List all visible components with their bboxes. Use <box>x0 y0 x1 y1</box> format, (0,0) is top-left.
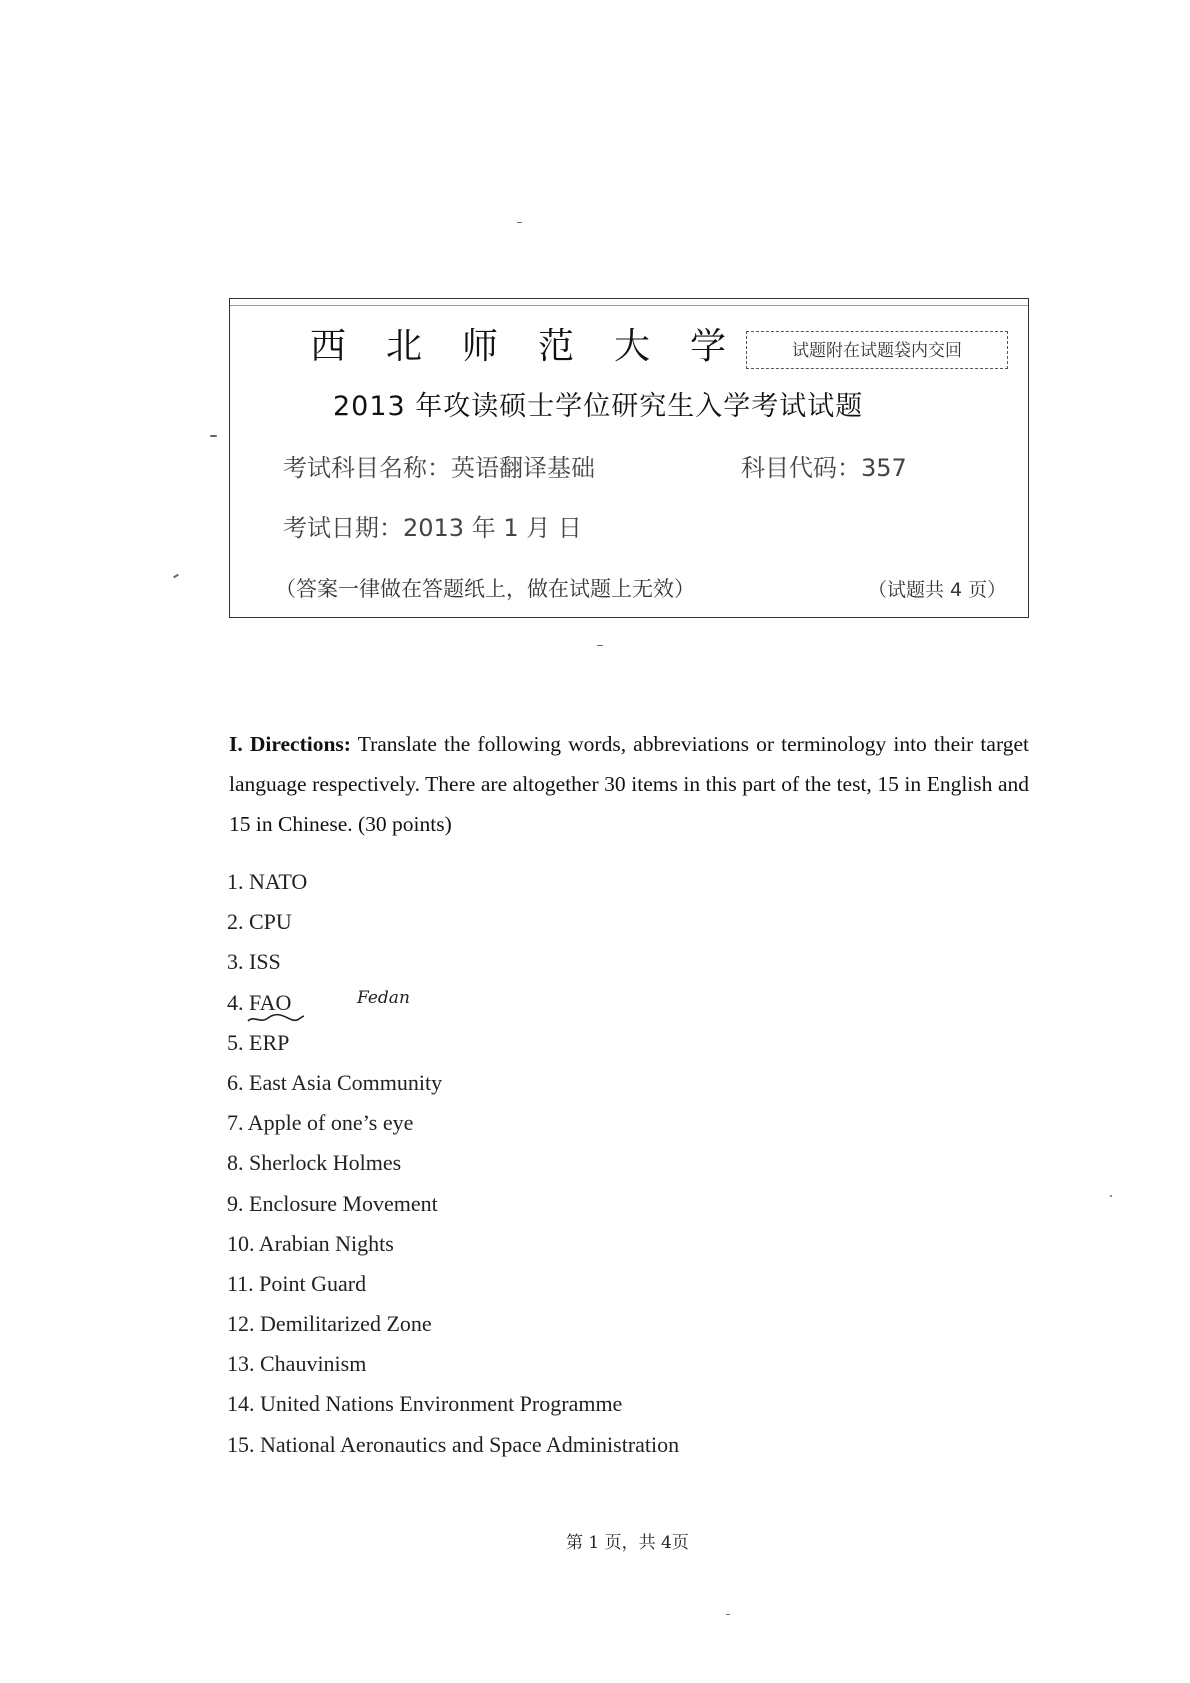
return-notice-box: 试题附在试题袋内交回 <box>746 331 1008 369</box>
translation-item: 7. Apple of one’s eye <box>227 1110 414 1136</box>
scan-speck <box>597 645 603 646</box>
scan-speck <box>210 435 217 437</box>
scan-speck <box>173 574 179 579</box>
translation-item: 13. Chauvinism <box>227 1351 367 1377</box>
handwritten-underline-squiggle <box>246 1012 306 1026</box>
translation-item: 5. ERP <box>227 1029 290 1055</box>
exam-date: 考试日期：2013 年 1 月 日 <box>283 514 582 542</box>
translation-item: 1. NATO <box>227 869 308 894</box>
scan-speck <box>517 222 522 223</box>
directions-lead: I. Directions: <box>229 732 351 756</box>
translation-item: 4. FAO <box>227 989 292 1015</box>
translation-item: 14. United Nations Environment Programme <box>227 1391 623 1417</box>
exam-title: 2013 年攻读硕士学位研究生入学考试试题 <box>333 391 864 422</box>
translation-item: 3. ISS <box>227 949 281 975</box>
scan-speck <box>1110 1195 1112 1197</box>
university-name: 西北师范大学 <box>310 326 767 367</box>
section-directions <box>229 724 1029 844</box>
translation-item: 12. Demilitarized Zone <box>227 1311 432 1337</box>
translation-item: 15. National Aeronautics and Space Administration <box>227 1431 680 1457</box>
translation-item: 10. Arabian Nights <box>227 1230 394 1256</box>
subject-name: 考试科目名称：英语翻译基础 <box>283 454 595 482</box>
directions-text: Translate the following words, abbreviations or terminology into their target language respectively. There are altogether 30 items in this part of the test, 15 in English and 15 in Chinese. (30 points) <box>229 732 1029 836</box>
handwritten-annotation: Fedan <box>357 988 410 1008</box>
translation-item: 2. CPU <box>227 909 292 935</box>
translation-item: 8. Sherlock Holmes <box>227 1150 402 1176</box>
page-count-note: （试题共 4 页） <box>868 579 1007 601</box>
answer-sheet-note: （答案一律做在答题纸上，做在试题上无效） <box>275 577 695 601</box>
scan-speck <box>726 1614 730 1615</box>
translation-item: 11. Point Guard <box>227 1270 367 1296</box>
subject-code: 科目代码：357 <box>741 454 907 482</box>
translation-item: 9. Enclosure Movement <box>227 1190 438 1216</box>
translation-item: 6. East Asia Community <box>227 1069 443 1095</box>
translation-item-list <box>227 862 679 1465</box>
page-number: 第 1 页，共 4页 <box>566 1533 689 1553</box>
